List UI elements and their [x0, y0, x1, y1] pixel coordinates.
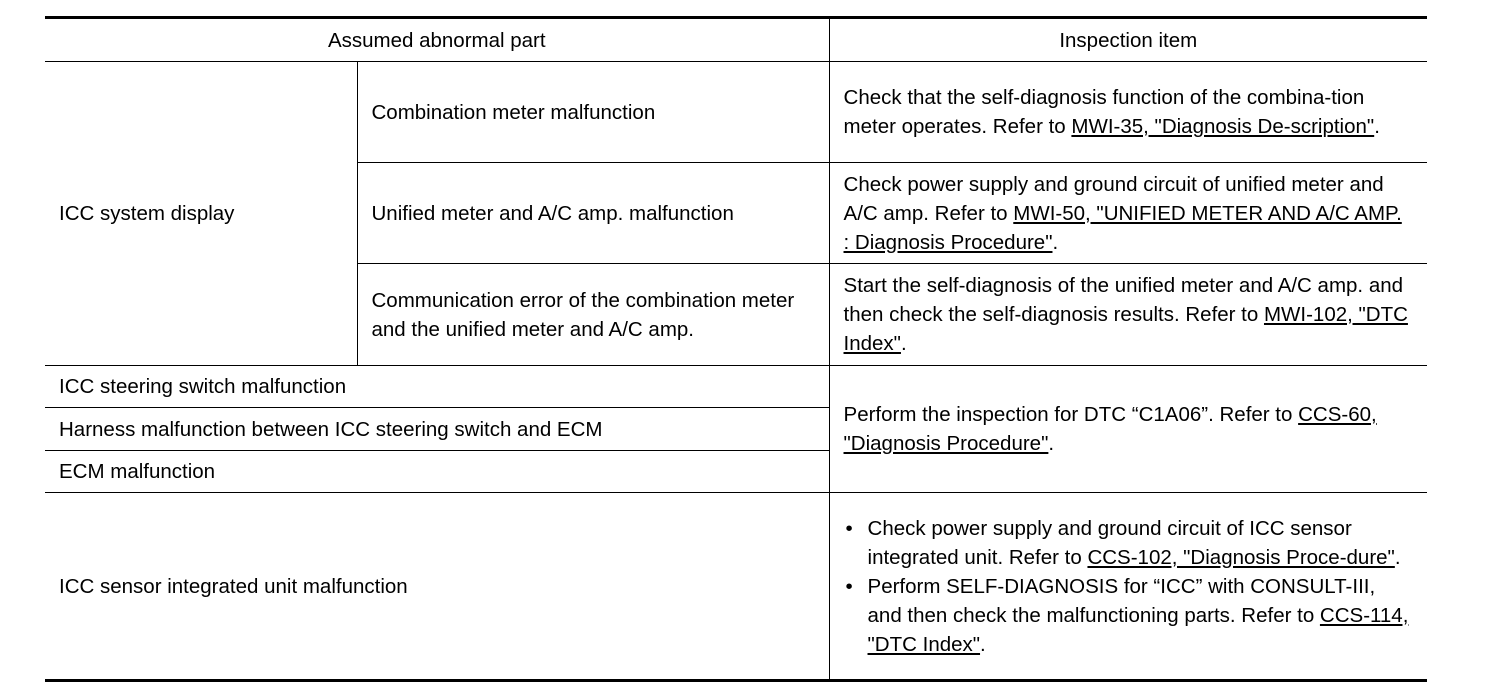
- inspection-tail: .: [980, 632, 986, 656]
- inspection-cell: [829, 163, 1427, 264]
- inspection-tail: .: [1374, 115, 1380, 138]
- part-cell: Unified meter and A/C amp. malfunction: [357, 163, 829, 264]
- header-assumed-abnormal-part: Assumed abnormal part: [45, 18, 829, 62]
- diagnosis-table-container: [45, 16, 1427, 682]
- inspection-cell: [829, 264, 1427, 366]
- list-item: [844, 514, 1414, 572]
- bullet-icon: •: [845, 574, 853, 598]
- inspection-tail: .: [1052, 230, 1059, 254]
- inspection-cell: [829, 62, 1427, 163]
- table-row: [45, 493, 1427, 681]
- reference-link[interactable]: MWI-102, "DTC Index": [843, 303, 1408, 355]
- inspection-text: Check power supply and ground circuit of unified meter and A/C amp. Refer to: [843, 172, 1384, 225]
- part-cell: Combination meter malfunction: [357, 62, 829, 163]
- reference-link[interactable]: CCS-102, "Diagnosis Proce-dure": [1087, 545, 1395, 569]
- list-item: [844, 572, 1414, 659]
- inspection-text: Perform SELF-DIAGNOSIS for “ICC” with CONSULT-III, and then check the malfunctioning parts. Refer to: [867, 574, 1376, 627]
- reference-link[interactable]: MWI-35, "Diagnosis De-scription": [1071, 115, 1375, 138]
- inspection-tail: .: [900, 332, 907, 355]
- icc-system-display-cell: ICC system display: [45, 62, 357, 366]
- table-header-row: [45, 18, 1427, 62]
- reference-link[interactable]: CCS-114, "DTC Index": [867, 603, 1409, 656]
- inspection-text: Perform the inspection for DTC “C1A06”. Refer to: [843, 403, 1299, 426]
- reference-link[interactable]: CCS-60, "Diagnosis Procedure": [843, 403, 1377, 455]
- part-cell: Communication error of the combination meter and the unified meter and A/C amp.: [357, 264, 829, 366]
- inspection-cell: [829, 493, 1427, 681]
- inspection-bullet-list: [844, 514, 1414, 659]
- header-inspection-item: Inspection item: [829, 18, 1427, 62]
- part-cell: Harness malfunction between ICC steering switch and ECM: [45, 408, 829, 451]
- table-row: [45, 62, 1427, 163]
- inspection-text: Check that the self-diagnosis function of the combina-tion meter operates. Refer to: [843, 86, 1365, 138]
- part-cell: ECM malfunction: [45, 451, 829, 493]
- bullet-icon: •: [845, 516, 853, 540]
- inspection-tail: .: [1048, 432, 1055, 455]
- inspection-text: Start the self-diagnosis of the unified meter and A/C amp. and then check the self-diagnosis results. Refer to: [843, 274, 1404, 326]
- inspection-tail: .: [1394, 545, 1401, 569]
- part-cell: ICC sensor integrated unit malfunction: [45, 493, 829, 681]
- reference-link[interactable]: MWI-50, "UNIFIED METER AND A/C AMP. : Diagnosis Procedure": [843, 201, 1402, 254]
- inspection-cell: [829, 366, 1427, 493]
- part-cell: ICC steering switch malfunction: [45, 366, 829, 408]
- inspection-text: Check power supply and ground circuit of ICC sensor integrated unit. Refer to: [867, 516, 1352, 569]
- diagnosis-table: [45, 16, 1427, 682]
- table-row: [45, 366, 1427, 408]
